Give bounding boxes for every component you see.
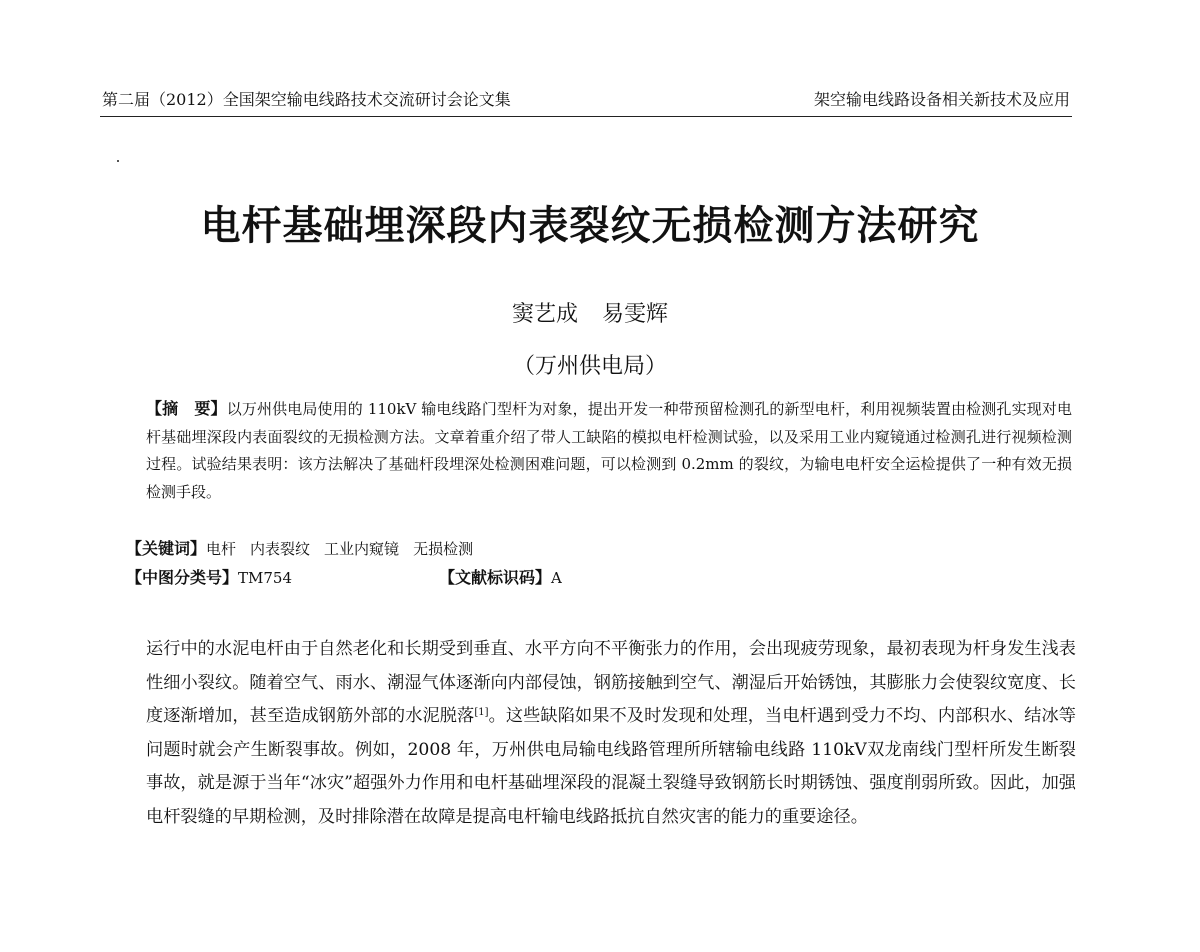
classification-line — [126, 565, 562, 588]
body-paragraph — [100, 633, 1076, 834]
author-name: 易雯辉 — [602, 302, 669, 327]
running-header — [100, 86, 1072, 117]
keywords-line — [126, 536, 473, 559]
keyword: 无损检测 — [413, 540, 474, 558]
author-affiliation: （万州供电局） — [512, 354, 667, 379]
keywords-label: 【关键词】 — [126, 539, 207, 558]
citation-ref: [1] — [474, 707, 489, 718]
keyword: 内表裂纹 — [250, 540, 311, 558]
keyword: 电杆 — [206, 540, 237, 558]
scan-speck — [117, 160, 119, 162]
author-list — [0, 297, 1180, 328]
document-code-value: A — [551, 569, 562, 587]
section-title: 架空输电线路设备相关新技术及应用 — [813, 90, 1070, 109]
paper-title: 电杆基础埋深段内表裂纹无损检测方法研究 — [200, 203, 980, 249]
keyword: 工业内窥镜 — [324, 540, 400, 558]
clc-number: TM754 — [238, 569, 293, 587]
author-name: 窦艺成 — [511, 302, 578, 327]
abstract-label: 【摘 要】 — [146, 399, 227, 418]
abstract-text: 以万州供电局使用的 110kV 输电线路门型杆为对象，提出开发一种带预留检测孔的新型电杆，利用视频装置由检测孔实现对电杆基础埋深段内表面裂纹的无损检测方法。文章着重介绍了带人工缺陷的模拟电杆检测试验，以及采用工业内窥镜通过检测孔进行视频检测过程。试验结果表明：该方法解决了基础杆段埋深处检测困难问题，可以检测到 0.2mm 的裂纹，为输电电杆安全运检提供了一种有效无损检测手段。 — [146, 400, 1072, 501]
abstract-paragraph — [100, 395, 1072, 506]
clc-label: 【中图分类号】 — [126, 568, 239, 587]
document-code — [439, 565, 562, 588]
body-text-part-2: 。这些缺陷如果不及时发现和处理，当电杆遇到受力不均、内部积水、结冰等问题时就会产生断裂事故。例如，2008 年，万州供电局输电线路管理所所辖输电线路 110kV双龙南线门型杆所发生断裂事故，就是源于当年“冰灾”超强外力作用和电杆基础埋深段的混凝土裂缝导致钢筋长时期锈蚀、强度削弱所致。因此，加强电杆裂缝的早期检测，及时排除潜在故障是提高电杆输电线路抵抗自然灾害的能力的重要途径。 — [146, 706, 1076, 827]
body-text-part-1: 运行中的水泥电杆由于自然老化和长期受到垂直、水平方向不平衡张力的作用，会出现疲劳现象，最初表现为杆身发生浅表性细小裂纹。随着空气、雨水、潮湿气体逐渐向内部侵蚀，钢筋接触到空气、潮湿后开始锈蚀，其膨胀力会使裂纹宽度、长度逐渐增加，甚至造成钢筋外部的水泥脱落 — [146, 639, 1076, 726]
proceedings-title: 第二届（2012）全国架空输电线路技术交流研讨会论文集 — [102, 90, 511, 109]
document-code-label: 【文献标识码】 — [439, 568, 552, 587]
abstract — [100, 395, 1072, 506]
